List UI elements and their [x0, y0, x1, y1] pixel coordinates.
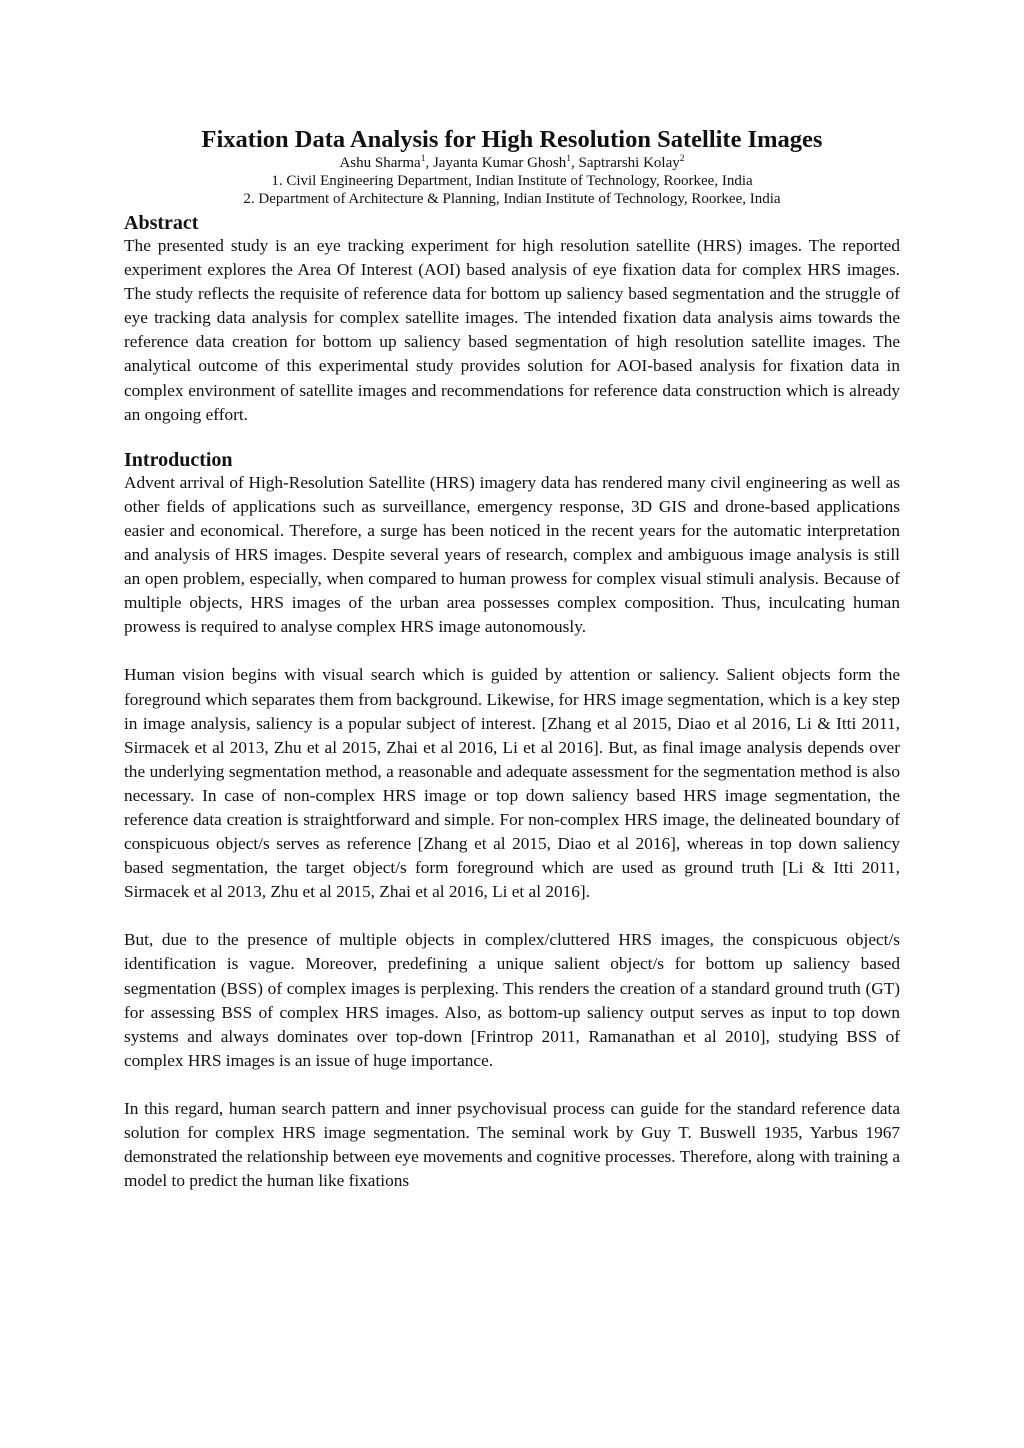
intro-paragraph: But, due to the presence of multiple objects in complex/cluttered HRS images, the conspicuous object/s identification is vague. Moreover, predefining a unique salient object/s for bottom up saliency based segmentation (BSS) of complex images is perplexing. This renders the creation of a standard ground truth (GT) for assessing BSS of complex HRS images. Also, as bottom-up saliency output serves as input to top down systems and always dominates over top-down [Frintrop 2011, Ramanathan et al 2010], studying BSS of complex HRS images is an issue of huge importance. [124, 930, 900, 1070]
intro-paragraph: In this regard, human search pattern and inner psychovisual process can guide for the standard reference data solution for complex HRS image segmentation. The seminal work by Guy T. Buswell 1935, Yarbus 1967 demonstrated the relationship between eye movements and cognitive processes. Therefore, along with training a model to predict the human like fixations [124, 1098, 900, 1191]
author-affiliation-mark: 1 [420, 154, 426, 164]
author-name: Jayanta Kumar Ghosh [432, 155, 567, 171]
paper-title: Fixation Data Analysis for High Resolution Satellite Images [201, 126, 823, 153]
author-affiliation-mark: 1 [566, 154, 572, 164]
affiliation-2: 2. Department of Architecture & Planning, Indian Institute of Technology, Roorkee, India [243, 191, 781, 207]
intro-paragraph: Advent arrival of High-Resolution Satellite (HRS) imagery data has rendered many civil engineering as well as other fields of applications such as surveillance, emergency response, 3D GIS and drone-based applications easier and economical. Therefore, a surge has been noticed in the recent years for the automatic interpretation and analysis of HRS images. Despite several years of research, complex and ambiguous image analysis is still an open problem, especially, when compared to human prowess for complex visual stimuli analysis. Because of multiple objects, HRS images of the urban area possesses complex composition. Thus, inculcating human prowess is required to analyse complex HRS image autonomously. [124, 472, 900, 637]
intro-paragraph: Human vision begins with visual search which is guided by attention or saliency. Salient objects form the foreground which separates them from background. Likewise, for HRS image segmentation, which is a key step in image analysis, saliency is a popular subject of interest. [Zhang et al 2015, Diao et al 2016, Li & Itti 2011, Sirmacek et al 2013, Zhu et al 2015, Zhai et al 2016, Li et al 2016]. But, as final image analysis depends over the underlying segmentation method, a reasonable and adequate assessment for the segmentation method is also necessary. In case of non-complex HRS image or top down saliency based HRS image segmentation, the reference data creation is straightforward and simple. For non-complex HRS image, the delineated boundary of conspicuous object/s serves as reference [Zhang et al 2015, Diao et al 2016], whereas in top down saliency based segmentation, the target object/s form foreground which are used as ground truth [Li & Itti 2011, Sirmacek et al 2013, Zhu et al 2015, Zhai et al 2016, Li et al 2016]. [124, 665, 900, 902]
abstract-heading: Abstract [124, 212, 199, 234]
abstract-text: The presented study is an eye tracking experiment for high resolution satellite (HRS) images. The reported experiment explores the Area Of Interest (AOI) based analysis of eye fixation data for complex HRS images. The study reflects the requisite of reference data for bottom up saliency based segmentation and the struggle of eye tracking data analysis for complex satellite images. The intended fixation data analysis aims towards the reference data creation for bottom up saliency based segmentation of high resolution satellite images. The analytical outcome of this experimental study provides solution for AOI-based analysis for fixation data in complex environment of satellite images and recommendations for reference data construction which is already an ongoing effort. [124, 236, 900, 424]
author-name: Ashu Sharma [339, 155, 421, 171]
affiliation-1: 1. Civil Engineering Department, Indian Institute of Technology, Roorkee, India [271, 173, 753, 189]
author-name: Saptrarshi Kolay [578, 155, 680, 171]
author-affiliation-mark: 2 [679, 154, 685, 164]
author-list: Ashu Sharma$^1$, Jayanta Kumar Ghosh$^1$, Saptrarshi Kolay$^2$ [339, 154, 685, 171]
introduction-heading: Introduction [124, 448, 233, 471]
paper-page [124, 126, 900, 1193]
